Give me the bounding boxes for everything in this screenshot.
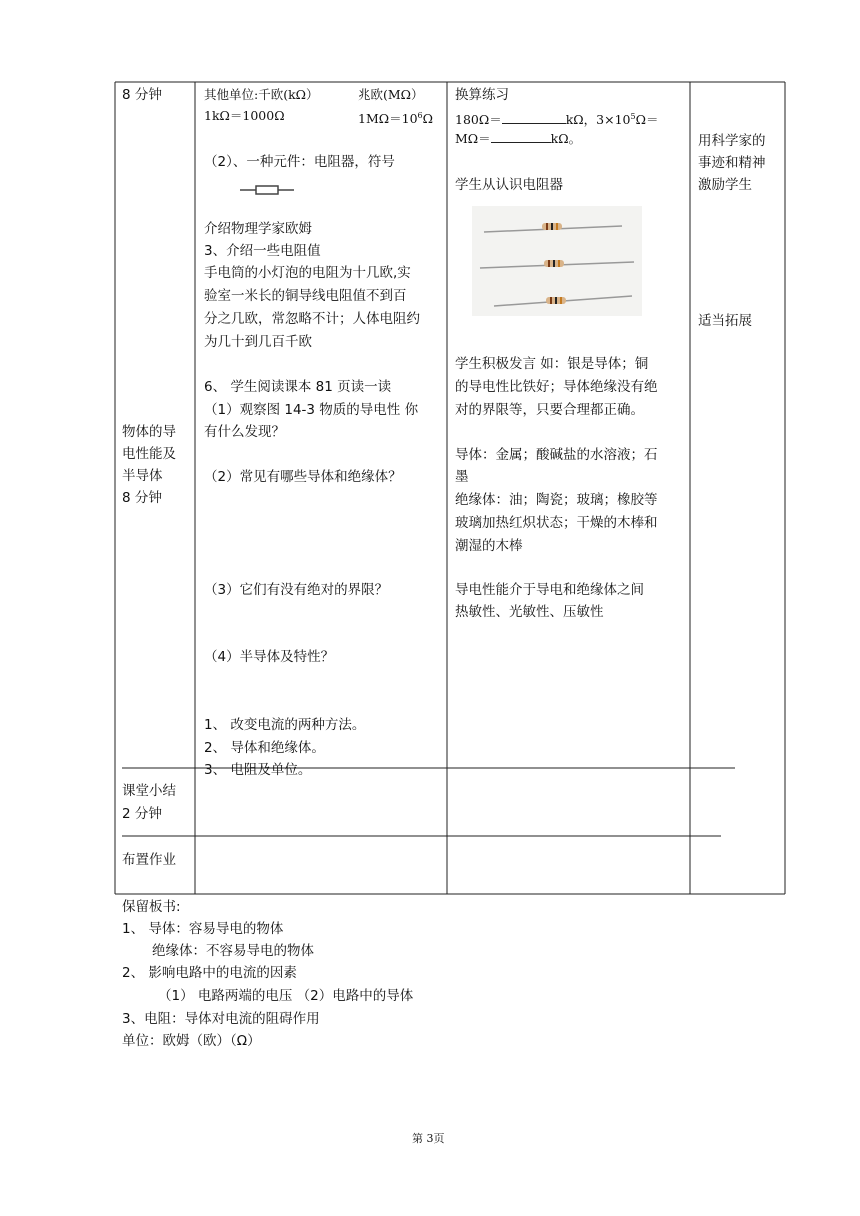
exercise-line-2: MΩ＝ kΩ。 [455,131,582,146]
units-line-1a: 其他单位:千欧(kΩ） [204,87,319,102]
resistor-3 [494,296,632,306]
semiconductor-line-2: 热敏性、光敏性、压敏性 [455,604,604,620]
time-label: 8 分钟 [122,87,162,103]
resistors-image-icon [472,206,642,316]
units-line-2b: $1M\Omega=10^6\Omega$ [358,111,433,127]
board-title: 保留板书: [122,899,181,915]
board-line-2: 绝缘体：不容易导电的物体 [152,943,314,959]
board-line-3: 2、 影响电路中的电流的因素 [122,965,297,981]
units-line-2a: 1kΩ＝1000Ω [204,108,285,123]
section-label-line-3: 半导体 [122,468,163,484]
resistor-2 [480,260,634,268]
note-2: 适当拓展 [698,313,752,329]
semiconductor-line-1: 导电性能介于导电和绝缘体之间 [455,582,644,598]
section-label-line-1: 物体的导 [122,424,176,440]
question-1-line-1: （1）观察图 14-3 物质的导电性 你 [204,402,419,418]
question-4: （4）半导体及特性？ [204,649,335,665]
reading-task: 6、 学生阅读课本 81 页读一读 [204,379,392,395]
question-2: （2）常见有哪些导体和绝缘体？ [204,469,402,485]
component-text: （2）、一种元件：电阻器，符号 [204,154,395,170]
conductors-line-2: 墨 [455,469,469,485]
section-label-line-4: 8 分钟 [122,490,162,506]
intro-ohm: 介绍物理学家欧姆 [204,221,312,237]
values-title: 3、介绍一些电阻值 [204,243,321,259]
summary-label-line-2: 2 分钟 [122,806,162,822]
page-number: 第 3页 [412,1132,445,1145]
question-3: （3）它们有没有绝对的界限？ [204,582,389,598]
section-label-line-2: 电性能及 [122,446,176,462]
note-1-line-3: 激励学生 [698,177,752,193]
units-line-1b: 兆欧(MΩ） [358,87,424,102]
homework-label: 布置作业 [122,852,176,868]
answer-1-line-1: 学生积极发言 如：银是导体；铜 [455,356,649,372]
summary-label-line-1: 课堂小结 [122,783,176,799]
resistor-photo [472,206,642,316]
summary-item-2: 2、 导体和绝缘体。 [204,740,325,756]
insulators-line-3: 潮湿的木棒 [455,538,523,554]
values-body-line-4: 为几十到几百千欧 [204,334,312,350]
values-body-line-1: 手电筒的小灯泡的电阻为十几欧,实 [204,265,411,281]
answer-1-line-3: 对的界限等，只要合理都正确。 [455,402,644,418]
summary-item-3: 3、 电阻及单位。 [204,762,312,778]
exercise-title: 换算练习 [455,87,509,103]
question-1-line-2: 有什么发现？ [204,424,285,440]
answer-1-line-2: 的导电性比铁好；导体绝缘没有绝 [455,379,658,395]
board-line-6: 单位：欧姆（欧）（Ω） [122,1033,261,1049]
board-line-4: （1） 电路两端的电压 （2）电路中的导体 [158,988,414,1004]
values-body-line-2: 验室一米长的铜导线电阻值不到百 [204,288,407,304]
exercise-line-1: 180Ω＝ kΩ，$3\times 10^5\Omega=$ [455,112,659,128]
resistor-1 [484,223,622,232]
note-1-line-2: 事迹和精神 [698,155,766,171]
board-line-5: 3、电阻：导体对电流的阻碍作用 [122,1011,320,1027]
recognize-resistor: 学生从认识电阻器 [455,177,563,193]
insulators-line-1: 绝缘体：油；陶瓷；玻璃；橡胶等 [455,492,658,508]
board-line-1: 1、 导体：容易导电的物体 [122,921,284,937]
resistor-symbol-icon [240,182,294,198]
answer-blank-1[interactable] [502,110,566,124]
answer-blank-2[interactable] [491,129,551,143]
summary-item-1: 1、 改变电流的两种方法。 [204,717,366,733]
insulators-line-2: 玻璃加热红炽状态；干燥的木棒和 [455,515,658,531]
values-body-line-3: 分之几欧，常忽略不计；人体电阻约 [204,311,420,327]
note-1-line-1: 用科学家的 [698,133,766,149]
conductors-line-1: 导体：金属；酸碱盐的水溶液；石 [455,447,658,463]
